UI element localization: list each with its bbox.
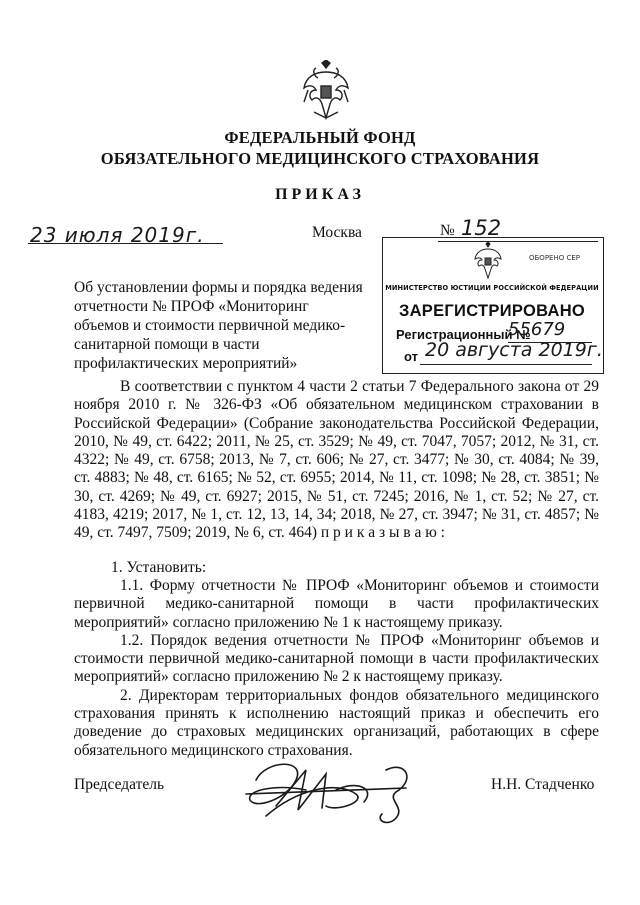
stamp-date-label: от <box>404 349 418 364</box>
stamp-emblem-icon <box>472 242 504 280</box>
order-date: 23 июля 2019г. <box>30 223 205 247</box>
signatory-name: Н.Н. Стадченко <box>491 776 595 793</box>
item-2: 2. Директорам территориальных фондов обязательного медицинского страхования принять к исполнению настоящий приказ и обеспечить его доведение до страховых медицинских организаций, работающих в сфере обязательного медицинского страхования. <box>74 686 599 759</box>
subject-line: объемов и стоимости первичной медико- <box>74 317 346 334</box>
subject-line: профилактических мероприятий» <box>74 355 298 372</box>
stamp-registered: ЗАРЕГИСТРИРОВАНО <box>398 302 586 320</box>
document-type: ПРИКАЗ <box>275 186 365 203</box>
subject-line: отчетности № ПРОФ «Мониторинг <box>74 298 309 315</box>
preamble-paragraph: В соответствии с пунктом 4 части 2 статьи 7 Федерального закона от 29 ноября 2010 г. № 326-ФЗ «Об обязательном медицинском страховании в Российской Федерации» (Собрание законодательства Российской Федерации, 2010, № 49, ст. 6422; 2011, № 25, ст. 3529; № 49, ст. 7047, 7057; 2012, № 31, ст. 4322; № 49, ст. 6758; 2013, № 7, ст. 606; № 27, ст. 3477; № 30, ст. 4084; № 39, ст. 4883; № 48, ст. 6165; № 52, ст. 6955; 2014, № 11, ст. 1098; № 28, ст. 3851; № 30, ст. 4269; № 49, ст. 6927; 2015, № 51, ст. 7245; 2016, № 1, ст. 52; № 27, ст. 4183, 4219; 2017, № 1, ст. 12, 13, 14, 34; 2018, № 27, ст. 3947; № 31, ст. 4857; № 49, ст. 7497, 7509; 2019, № 6, ст. 464) п р и к а з ы в а ю : <box>74 378 599 542</box>
item-1-1: 1.1. Форму отчетности № ПРОФ «Мониторинг объемов и стоимости первичной медико-санитарной помощи в части профилактических мероприятий» согласно приложению № 1 к настоящему приказу. <box>74 576 599 631</box>
handwritten-signature <box>236 750 426 828</box>
item-1: 1. Установить: <box>111 558 207 576</box>
org-name-line1: ФЕДЕРАЛЬНЫЙ ФОНД <box>224 128 416 147</box>
number-label: № <box>440 222 455 239</box>
date-underline <box>28 243 223 244</box>
order-subject <box>74 278 364 373</box>
subject-line: Об установлении формы и порядка ведения <box>74 279 363 296</box>
stamp-reg-label: Регистрационный № <box>396 327 531 342</box>
state-emblem-icon <box>300 60 352 122</box>
item-1-2: 1.2. Порядок ведения отчетности № ПРОФ «Мониторинг объемов и стоимости первичной медико-санитарной помощи в части профилактических мероприятий» согласно приложению № 2 к настоящему приказу. <box>74 631 599 686</box>
stamp-date-underline <box>420 364 592 365</box>
org-name-line2: ОБЯЗАТЕЛЬНОГО МЕДИЦИНСКОГО СТРАХОВАНИЯ <box>100 149 540 168</box>
city: Москва <box>312 224 362 241</box>
signatory-role: Председатель <box>74 776 165 793</box>
order-number: 152 <box>461 216 502 240</box>
order-body <box>74 378 599 760</box>
stamp-reg-date: 20 августа 2019г. <box>425 339 603 361</box>
stamp-small-text: ОБОРЕНО СЕР <box>529 254 580 262</box>
stamp-reg-number: 55679 <box>508 319 566 340</box>
stamp-ministry: МИНИСТЕРСТВО ЮСТИЦИИ РОССИЙСКОЙ ФЕДЕРАЦИИ <box>385 284 599 292</box>
subject-line: санитарной помощи в части <box>74 336 260 353</box>
